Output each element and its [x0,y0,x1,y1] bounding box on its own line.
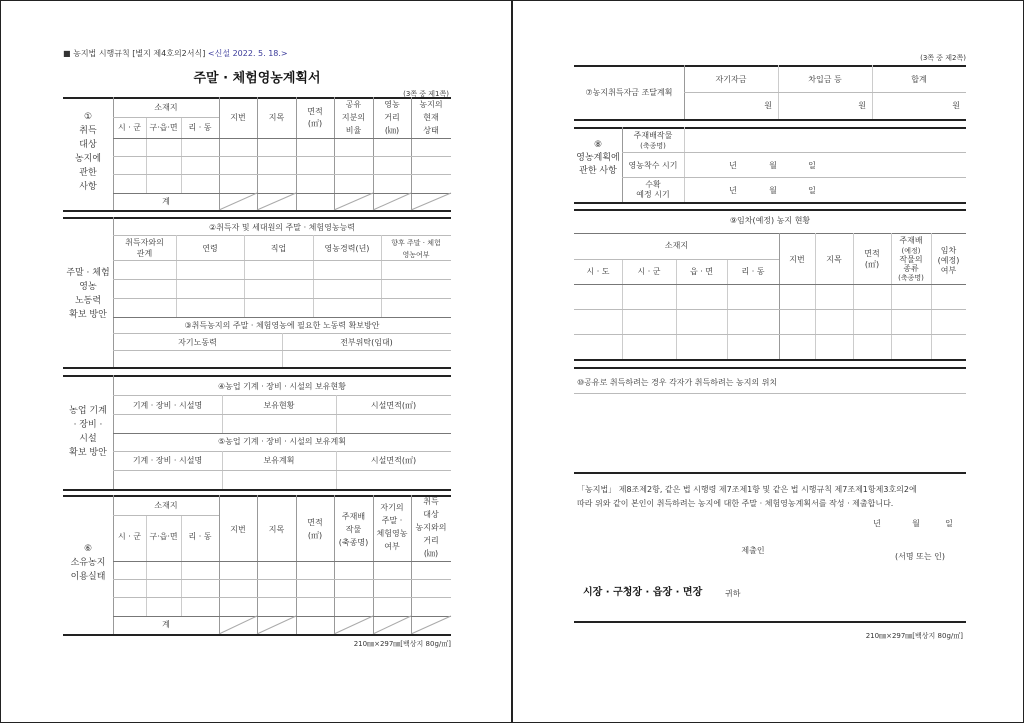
sec7-label: ⑦농지취득자금 조달계획 [585,88,673,97]
sec1-label-line: 농지에 [74,154,102,164]
sec2-col-relation: 관계 [136,249,153,258]
sec1-col-jimok: 지목 [268,113,285,122]
paper-spec-2: 210㎜×297㎜[백상지 80g/㎡] [865,632,963,640]
sec9-col-area: 면적 [864,249,880,258]
sec9-col-crop: 주재배 [899,236,923,245]
sec1-col-status: 농지의 [419,100,443,109]
sec1-label-line: ① [83,112,93,122]
sec6-col-eupmyeon: 구·읍·면 [149,532,178,541]
sec9-col-lease: 임차 [940,246,957,255]
sec8-row-crop: 주재배작물 [633,131,673,140]
sec8-harvest-month: 월 [769,186,777,195]
date-day: 일 [945,519,953,528]
sec9-col-lease: 여부 [940,266,957,275]
sec9-col-eupmyeon: 읍 · 면 [689,267,714,276]
sec9-col-sigungu: 시 · 군 [637,267,661,276]
sec6-col-crop: 작물 [345,525,362,534]
sec1-label [63,97,113,210]
sec9-col-jimok: 지목 [826,255,842,264]
sheet-number-2: (3쪽 중 제2쪽) [920,54,966,62]
sec1-col-eupmyeon: 구·읍·면 [149,123,178,132]
sec1-col-distance: 영농 [384,100,400,109]
sec3-label-line: · 장비 · [73,420,103,430]
law-header-text: ■ 농지법 시행규칙 [별지 제4호의2서식] [63,49,206,58]
sec2-col-age: 연령 [202,244,218,253]
sec9-col-lease: (예정) [937,256,960,265]
sec1-total-diagonals [219,193,451,210]
sec1-col-sigungu: 시 · 군 [117,123,142,132]
form-title: 주말 · 체험영농계획서 [193,71,321,86]
sec2-sub3-title: ③취득농지의 주말 · 체험영농에 필요한 노동력 확보방안 [184,321,380,330]
paper-spec-1: 210㎜×297㎜[백상지 80g/㎡] [353,640,451,648]
sec8-start-month: 월 [769,161,777,170]
sec2-col-job: 직업 [270,244,287,253]
form-page-2 [512,0,1024,723]
sec6-col-crop: 주재배 [341,512,366,521]
sec6-col-sigungu: 시 · 군 [117,532,142,541]
sec8-harvest-day: 일 [808,186,816,195]
sec6-label [63,495,113,634]
sec2-label-line: 영농 [79,282,97,292]
sec6-col-area-unit: (㎡) [307,531,323,540]
sec8-label [574,127,622,202]
submitter-label: 제출인 [741,546,765,555]
sec2-col-consign: 전부위탁(임대) [340,338,393,347]
recipient: 시장 · 구청장 · 읍장 · 면장 [583,587,703,598]
sec6-col-crop: (축종명) [338,538,369,547]
sec7-unit-total: 원 [952,101,960,110]
sec9-col-jibeon: 지번 [789,255,805,264]
sec9-col-sido: 시 · 도 [586,267,610,276]
sec3-col-machine: 기계 · 장비 · 시설명 [132,401,203,410]
sec2-label-line: 확보 방안 [69,310,107,320]
sec8-label-line: ⑧ [593,140,603,150]
sec7-col-total: 합계 [911,75,927,84]
sec3-label-line: 농업 기계 [69,406,107,416]
sec6-col-dist: (㎞) [423,549,439,558]
sec6-col-jimok: 지목 [268,525,285,534]
sec10-top-rule [574,367,966,369]
declaration-line-1: 「농지법」 제8조제2항, 같은 법 시행령 제7조제1항 및 같은 법 시행규칙 제7조제1항제3호의2에 [577,485,917,494]
sec3-col-facility-area: 시설면적(㎡) [370,401,417,410]
sheet-number: (3쪽 중 제1쪽) [403,90,449,98]
sec3-label-line: 시설 [79,434,97,444]
sec8-start-day: 일 [808,161,816,170]
sec6-col-dist: 대상 [423,510,439,519]
sec6-col-dist: 농지와의 [415,523,447,532]
sec2-label-line: 주말 · 체험 [66,268,110,278]
sec9-title: ⑨임차(예정) 농지 현황 [729,216,811,225]
sec1-col-area: 면적 [307,107,323,116]
sec1-total: 계 [162,197,170,206]
sec6-total: 계 [162,620,170,629]
sec6-col-self-farm: 여부 [384,542,400,551]
sec7-col-own: 자기자금 [715,75,747,84]
sec1-col-jibeon: 지번 [230,113,246,122]
sec1-col-share: 공유 [345,100,362,109]
sec2-col-self: 자기노동력 [178,338,217,347]
sec6-col-self-farm: 체험영농 [376,529,408,538]
sec7-unit-own: 원 [764,101,772,110]
sec6-col-dist: 취득 [423,497,439,506]
sec2-label [63,217,113,367]
sec8-row-start: 영농착수 시기 [628,161,678,170]
sec1-col-status: 상태 [423,126,439,135]
sec1-col-share: 비율 [345,126,362,135]
sec2-col-career: 영농경력(년) [324,244,370,253]
sec1-col-share: 지분의 [341,113,366,122]
sec1-col-area-unit: (㎡) [307,119,323,128]
sec3-label [63,375,113,489]
sec3-col-have: 보유현황 [263,401,295,410]
sec1-label-line: 관한 [79,168,97,178]
law-header-note: <신설 2022. 5. 18.> [207,49,288,58]
sec6-total-diagonals [219,616,451,634]
sec3-col-machine-2: 기계 · 장비 · 시설명 [132,456,203,465]
date-year: 년 [873,519,881,528]
sec2-top-rule [63,217,451,219]
sec9-top-rule [574,209,966,211]
sec8-row-crop-sub: (축종명) [640,142,666,150]
declaration-line-2: 따라 위와 같이 본인이 취득하려는 농지에 대한 주말 · 체험영농계획서를 작성 · 제출합니다. [577,499,894,508]
sec8-top-rule [574,127,966,129]
sec6-col-self-farm: 자기의 [380,503,404,512]
signature-label: (서명 또는 인) [895,552,945,561]
sec2-label-line: 노동력 [74,296,102,306]
sec8-harvest-year: 년 [729,186,737,195]
sec2-col-future: 영농여부 [402,251,430,259]
sec9-col-crop: (축종명) [898,274,924,282]
sec9-col-crop: (예정) [901,247,921,255]
sec9-col-crop: 종류 [903,264,919,273]
sec6-col-self-farm: 주말 · [381,516,403,525]
sec3-label-line: 확보 방안 [69,448,107,458]
sec1-label-line: 사항 [79,182,97,192]
sec6-label-line: 이용실태 [70,572,106,582]
sec6-col-ridong: 리 · 동 [188,532,212,541]
sec9-col-location: 소재지 [664,241,689,250]
sec9-col-area-unit: (㎡) [864,260,880,269]
sec8-label-line: 영농계획에 [576,153,620,163]
sec1-col-location: 소재지 [154,103,178,112]
sec1-col-status: 현재 [423,113,439,122]
sec8-start-year: 년 [729,161,737,170]
sec6-label-line: ⑥ [83,544,93,554]
sec7-top-rule [574,65,966,67]
sec7-col-loan: 차입금 등 [808,75,842,84]
sec1-col-ridong: 리 · 동 [188,123,212,132]
sec1-label-line: 취득 [79,126,97,136]
sec10-title: ⑩공유로 취득하려는 경우 각자가 취득하려는 농지의 위치 [577,378,778,387]
sec8-row-harvest: 예정 시기 [636,190,670,199]
sec2-col-relation: 취득자와의 [125,238,164,247]
sec8-label-line: 관한 사항 [579,166,617,176]
sec6-col-dist: 거리 [423,536,439,545]
sec3-sub4-title: ④농업 기계 · 장비 · 시설의 보유현황 [218,382,346,391]
sec1-col-distance: (㎞) [384,126,400,135]
sec9-col-crop: 작물의 [899,255,923,264]
sec6-col-location: 소재지 [154,501,178,510]
sec8-row-harvest: 수확 [645,180,661,189]
sec7-unit-loan: 원 [858,101,866,110]
sec3-col-facility-area-2: 시설면적(㎡) [370,456,417,465]
sec6-label-line: 소유농지 [70,558,106,568]
law-header [63,49,288,59]
sec3-col-plan: 보유계획 [263,456,295,465]
sec3-sub5-title: ⑤농업 기계 · 장비 · 시설의 보유계획 [218,437,346,446]
sec1-label-line: 대상 [79,140,97,150]
date-month: 월 [912,519,920,528]
sec2-col-future: 향후 주말 · 체험 [391,239,441,247]
sec6-col-area: 면적 [307,518,323,527]
sec2-sub2-title: ②취득자 및 세대원의 주말 · 체험영농능력 [208,223,356,232]
sec6-col-jibeon: 지번 [230,525,246,534]
recipient-suffix: 귀하 [725,589,741,598]
sec3-top-rule [63,375,451,377]
sec1-col-distance: 거리 [384,113,400,122]
sec9-col-ridong: 리 · 동 [741,267,765,276]
